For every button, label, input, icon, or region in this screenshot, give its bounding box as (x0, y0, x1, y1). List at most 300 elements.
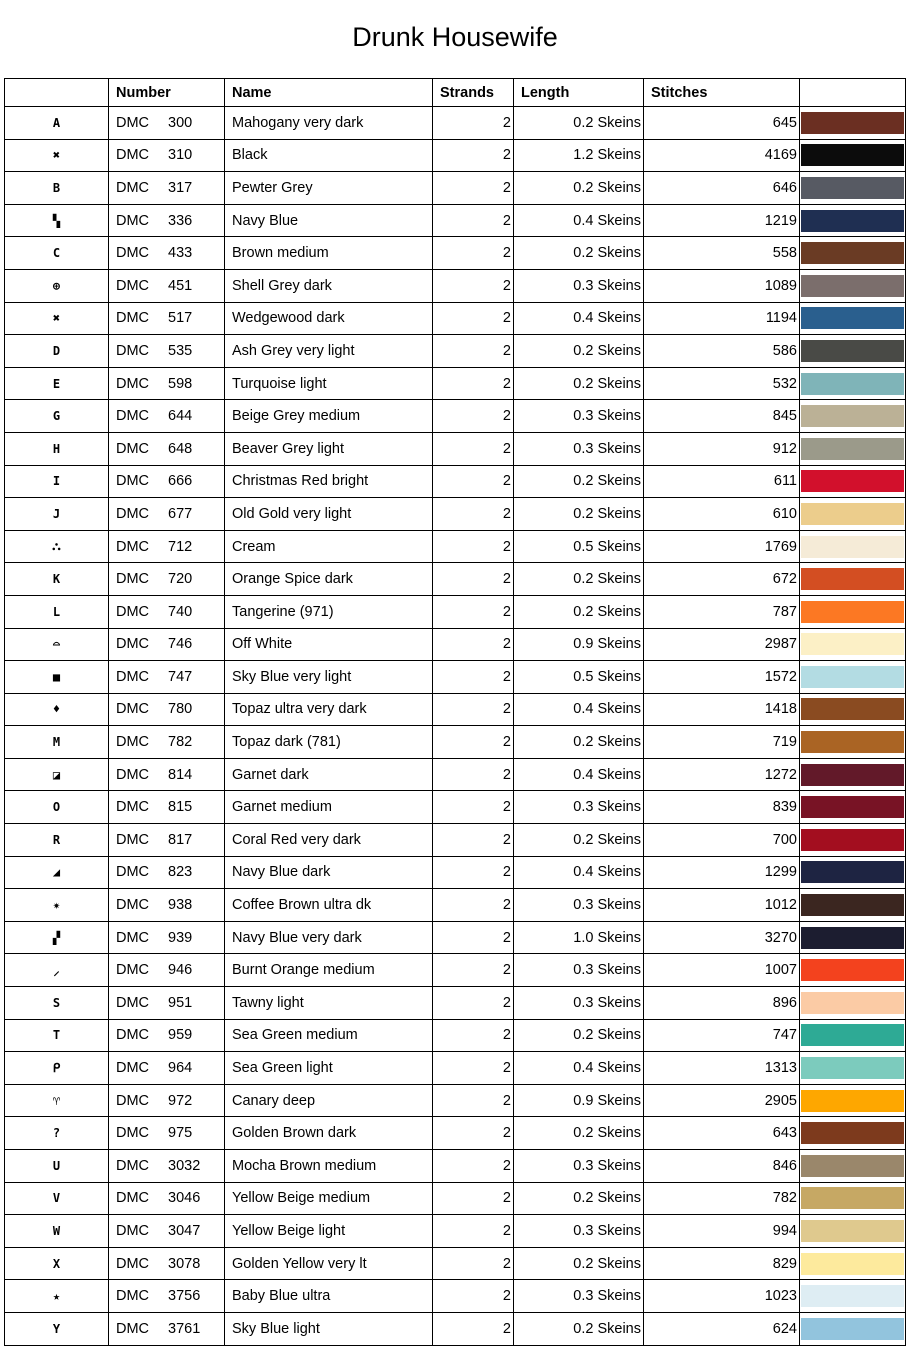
length-cell: 0.4 Skeins (514, 1052, 644, 1085)
length-cell: 0.2 Skeins (514, 1117, 644, 1150)
stitches-cell: 845 (644, 400, 800, 433)
symbol-cell (5, 465, 109, 498)
thread-code: 336 (168, 212, 193, 229)
stitch-symbol: ✖ (52, 148, 61, 163)
color-swatch (801, 1253, 904, 1275)
color-cell (800, 954, 906, 987)
thread-table (4, 78, 906, 1346)
thread-code: 720 (168, 571, 193, 588)
color-swatch (801, 1090, 904, 1112)
thread-name: Topaz dark (781) (225, 726, 433, 759)
stitches-cell: 3270 (644, 921, 800, 954)
color-swatch (801, 536, 904, 558)
strands-cell: 2 (433, 1084, 514, 1117)
manufacturer: DMC (116, 1255, 150, 1272)
color-cell (800, 237, 906, 270)
thread-name: Navy Blue very dark (225, 921, 433, 954)
table-row (5, 693, 906, 726)
strands-cell: 2 (433, 400, 514, 433)
length-cell: 0.2 Skeins (514, 465, 644, 498)
thread-name: Orange Spice dark (225, 563, 433, 596)
thread-name: Yellow Beige medium (225, 1182, 433, 1215)
number-cell (109, 1182, 225, 1215)
table-row (5, 1084, 906, 1117)
length-cell: 0.2 Skeins (514, 1182, 644, 1215)
thread-name: Mahogany very dark (225, 107, 433, 140)
color-cell (800, 1150, 906, 1183)
length-cell: 0.2 Skeins (514, 595, 644, 628)
symbol-cell (5, 107, 109, 140)
stitch-symbol: ■ (52, 669, 61, 684)
stitches-cell: 610 (644, 498, 800, 531)
symbol-cell (5, 1247, 109, 1280)
length-cell: 0.2 Skeins (514, 172, 644, 205)
length-cell: 0.3 Skeins (514, 269, 644, 302)
stitches-cell: 2905 (644, 1084, 800, 1117)
table-row (5, 302, 906, 335)
thread-name: Black (225, 139, 433, 172)
color-swatch (801, 927, 904, 949)
table-row (5, 954, 906, 987)
manufacturer: DMC (116, 571, 150, 588)
stitches-cell: 839 (644, 791, 800, 824)
color-swatch (801, 340, 904, 362)
symbol-cell (5, 1182, 109, 1215)
length-cell: 0.4 Skeins (514, 204, 644, 237)
thread-name: Yellow Beige light (225, 1215, 433, 1248)
stitch-symbol: B (52, 180, 61, 195)
thread-code: 451 (168, 277, 193, 294)
thread-name: Coffee Brown ultra dk (225, 889, 433, 922)
thread-code: 951 (168, 994, 193, 1011)
stitch-symbol: Y (52, 1321, 61, 1336)
stitches-cell: 1769 (644, 530, 800, 563)
color-cell (800, 400, 906, 433)
color-cell (800, 1182, 906, 1215)
symbol-cell (5, 1117, 109, 1150)
strands-cell: 2 (433, 335, 514, 368)
table-row (5, 335, 906, 368)
strands-cell: 2 (433, 824, 514, 857)
thread-code: 780 (168, 701, 193, 718)
header-strands: Strands (433, 79, 514, 107)
symbol-cell (5, 1019, 109, 1052)
length-cell: 1.0 Skeins (514, 921, 644, 954)
length-cell: 0.3 Skeins (514, 954, 644, 987)
symbol-cell (5, 139, 109, 172)
symbol-cell (5, 563, 109, 596)
stitches-cell: 646 (644, 172, 800, 205)
thread-code: 939 (168, 929, 193, 946)
color-cell (800, 693, 906, 726)
number-cell (109, 1084, 225, 1117)
stitches-cell: 2987 (644, 628, 800, 661)
length-cell: 0.3 Skeins (514, 400, 644, 433)
manufacturer: DMC (116, 212, 150, 229)
color-swatch (801, 764, 904, 786)
stitch-symbol: X (52, 1256, 61, 1271)
stitch-symbol: ▞ (52, 930, 61, 945)
symbol-cell (5, 172, 109, 205)
symbol-cell (5, 661, 109, 694)
color-cell (800, 1247, 906, 1280)
color-cell (800, 465, 906, 498)
manufacturer: DMC (116, 734, 150, 751)
strands-cell: 2 (433, 628, 514, 661)
color-cell (800, 530, 906, 563)
length-cell: 0.5 Skeins (514, 661, 644, 694)
thread-name: Navy Blue dark (225, 856, 433, 889)
color-cell (800, 139, 906, 172)
color-swatch (801, 1318, 904, 1340)
symbol-cell (5, 400, 109, 433)
length-cell: 0.3 Skeins (514, 987, 644, 1020)
table-row (5, 1052, 906, 1085)
table-row (5, 107, 906, 140)
color-swatch (801, 1122, 904, 1144)
manufacturer: DMC (116, 1288, 150, 1305)
stitch-symbol: J (52, 506, 61, 521)
length-cell: 0.5 Skeins (514, 530, 644, 563)
thread-code: 3756 (168, 1288, 201, 1305)
thread-name: Canary deep (225, 1084, 433, 1117)
color-swatch (801, 144, 904, 166)
table-row (5, 1312, 906, 1345)
thread-code: 598 (168, 375, 193, 392)
thread-name: Sky Blue very light (225, 661, 433, 694)
stitches-cell: 994 (644, 1215, 800, 1248)
thread-code: 666 (168, 473, 193, 490)
length-cell: 0.2 Skeins (514, 367, 644, 400)
strands-cell: 2 (433, 498, 514, 531)
color-swatch (801, 242, 904, 264)
color-cell (800, 107, 906, 140)
color-cell (800, 1019, 906, 1052)
color-swatch (801, 992, 904, 1014)
number-cell (109, 498, 225, 531)
strands-cell: 2 (433, 1247, 514, 1280)
strands-cell: 2 (433, 139, 514, 172)
thread-name: Tawny light (225, 987, 433, 1020)
stitch-symbol: V (52, 1191, 61, 1206)
thread-code: 3078 (168, 1255, 201, 1272)
strands-cell: 2 (433, 1052, 514, 1085)
thread-code: 677 (168, 505, 193, 522)
number-cell (109, 107, 225, 140)
color-swatch (801, 601, 904, 623)
table-row (5, 530, 906, 563)
table-row (5, 856, 906, 889)
color-swatch (801, 112, 904, 134)
symbol-cell (5, 628, 109, 661)
number-cell (109, 172, 225, 205)
color-cell (800, 335, 906, 368)
stitches-cell: 1012 (644, 889, 800, 922)
stitch-symbol: ⛬ (52, 539, 61, 554)
stitch-symbol: ◪ (52, 767, 61, 782)
number-cell (109, 595, 225, 628)
manufacturer: DMC (116, 538, 150, 555)
stitch-symbol: A (52, 115, 61, 130)
length-cell: 0.4 Skeins (514, 693, 644, 726)
table-row (5, 1117, 906, 1150)
color-swatch (801, 373, 904, 395)
symbol-cell (5, 824, 109, 857)
table-row (5, 563, 906, 596)
thread-name: Pewter Grey (225, 172, 433, 205)
thread-name: Beige Grey medium (225, 400, 433, 433)
length-cell: 0.2 Skeins (514, 237, 644, 270)
manufacturer: DMC (116, 831, 150, 848)
thread-code: 644 (168, 408, 193, 425)
number-cell (109, 139, 225, 172)
strands-cell: 2 (433, 1117, 514, 1150)
strands-cell: 2 (433, 1312, 514, 1345)
manufacturer: DMC (116, 701, 150, 718)
length-cell: 0.2 Skeins (514, 1019, 644, 1052)
table-row (5, 661, 906, 694)
length-cell: 0.2 Skeins (514, 726, 644, 759)
length-cell: 0.9 Skeins (514, 1084, 644, 1117)
thread-name: Ash Grey very light (225, 335, 433, 368)
color-swatch (801, 1220, 904, 1242)
table-row (5, 204, 906, 237)
number-cell (109, 921, 225, 954)
length-cell: 0.2 Skeins (514, 563, 644, 596)
manufacturer: DMC (116, 1190, 150, 1207)
table-row (5, 791, 906, 824)
table-row (5, 595, 906, 628)
color-cell (800, 661, 906, 694)
stitch-symbol: S (52, 995, 61, 1010)
length-cell: 0.3 Skeins (514, 1150, 644, 1183)
color-swatch (801, 210, 904, 232)
thread-name: Cream (225, 530, 433, 563)
thread-code: 959 (168, 1027, 193, 1044)
stitches-cell: 1089 (644, 269, 800, 302)
strands-cell: 2 (433, 107, 514, 140)
number-cell (109, 367, 225, 400)
stitches-cell: 1272 (644, 758, 800, 791)
strands-cell: 2 (433, 758, 514, 791)
strands-cell: 2 (433, 172, 514, 205)
table-row (5, 465, 906, 498)
page-title: Drunk Housewife (352, 22, 558, 52)
thread-name: Golden Yellow very lt (225, 1247, 433, 1280)
symbol-cell (5, 1150, 109, 1183)
color-cell (800, 856, 906, 889)
thread-code: 433 (168, 245, 193, 262)
color-swatch (801, 1187, 904, 1209)
color-swatch (801, 829, 904, 851)
thread-code: 3046 (168, 1190, 201, 1207)
thread-code: 517 (168, 310, 193, 327)
stitches-cell: 1194 (644, 302, 800, 335)
color-cell (800, 758, 906, 791)
strands-cell: 2 (433, 726, 514, 759)
manufacturer: DMC (116, 505, 150, 522)
thread-name: Wedgewood dark (225, 302, 433, 335)
stitch-symbol: ♦ (52, 702, 61, 717)
stitches-cell: 645 (644, 107, 800, 140)
manufacturer: DMC (116, 310, 150, 327)
table-row (5, 987, 906, 1020)
number-cell (109, 204, 225, 237)
color-cell (800, 987, 906, 1020)
length-cell: 0.3 Skeins (514, 791, 644, 824)
stitches-cell: 611 (644, 465, 800, 498)
manufacturer: DMC (116, 636, 150, 653)
stitch-symbol: ✷ (52, 898, 61, 913)
strands-cell: 2 (433, 987, 514, 1020)
stitches-cell: 1418 (644, 693, 800, 726)
thread-name: Mocha Brown medium (225, 1150, 433, 1183)
color-swatch (801, 470, 904, 492)
number-cell (109, 987, 225, 1020)
stitches-cell: 4169 (644, 139, 800, 172)
manufacturer: DMC (116, 114, 150, 131)
symbol-cell (5, 269, 109, 302)
number-cell (109, 1117, 225, 1150)
number-cell (109, 1019, 225, 1052)
strands-cell: 2 (433, 1182, 514, 1215)
thread-name: Burnt Orange medium (225, 954, 433, 987)
strands-cell: 2 (433, 1280, 514, 1313)
number-cell (109, 1215, 225, 1248)
thread-code: 964 (168, 1060, 193, 1077)
table-row (5, 1019, 906, 1052)
stitches-cell: 1023 (644, 1280, 800, 1313)
color-cell (800, 302, 906, 335)
color-swatch (801, 438, 904, 460)
length-cell: 0.2 Skeins (514, 1312, 644, 1345)
stitch-symbol: ✖ (52, 311, 61, 326)
number-cell (109, 335, 225, 368)
manufacturer: DMC (116, 1060, 150, 1077)
strands-cell: 2 (433, 465, 514, 498)
symbol-cell (5, 530, 109, 563)
thread-name: Garnet medium (225, 791, 433, 824)
strands-cell: 2 (433, 661, 514, 694)
length-cell: 0.2 Skeins (514, 824, 644, 857)
strands-cell: 2 (433, 367, 514, 400)
thread-name: Sea Green light (225, 1052, 433, 1085)
thread-code: 975 (168, 1125, 193, 1142)
color-cell (800, 726, 906, 759)
strands-cell: 2 (433, 1019, 514, 1052)
manufacturer: DMC (116, 864, 150, 881)
thread-code: 814 (168, 766, 193, 783)
stitches-cell: 1313 (644, 1052, 800, 1085)
table-row (5, 889, 906, 922)
stitch-symbol: O (52, 800, 61, 815)
manufacturer: DMC (116, 245, 150, 262)
symbol-cell (5, 1280, 109, 1313)
thread-code: 817 (168, 831, 193, 848)
length-cell: 0.4 Skeins (514, 758, 644, 791)
manufacturer: DMC (116, 603, 150, 620)
thread-code: 317 (168, 179, 193, 196)
table-row (5, 237, 906, 270)
stitch-symbol: H (52, 441, 61, 456)
stitch-symbol: U (52, 1158, 61, 1173)
thread-code: 300 (168, 114, 193, 131)
thread-name: Topaz ultra very dark (225, 693, 433, 726)
thread-code: 3032 (168, 1157, 201, 1174)
table-row (5, 758, 906, 791)
strands-cell: 2 (433, 563, 514, 596)
stitch-symbol: ⸝ (53, 963, 60, 978)
table-row (5, 498, 906, 531)
color-swatch (801, 503, 904, 525)
thread-name: Turquoise light (225, 367, 433, 400)
color-swatch (801, 959, 904, 981)
number-cell (109, 824, 225, 857)
number-cell (109, 302, 225, 335)
symbol-cell (5, 693, 109, 726)
length-cell: 0.2 Skeins (514, 1247, 644, 1280)
color-cell (800, 367, 906, 400)
color-cell (800, 595, 906, 628)
length-cell: 0.3 Skeins (514, 432, 644, 465)
manufacturer: DMC (116, 1157, 150, 1174)
thread-code: 815 (168, 799, 193, 816)
color-cell (800, 204, 906, 237)
table-row (5, 367, 906, 400)
stitches-cell: 912 (644, 432, 800, 465)
manufacturer: DMC (116, 668, 150, 685)
thread-name: Off White (225, 628, 433, 661)
stitches-cell: 896 (644, 987, 800, 1020)
stitch-symbol: T (52, 1028, 61, 1043)
number-cell (109, 465, 225, 498)
stitches-cell: 532 (644, 367, 800, 400)
color-cell (800, 269, 906, 302)
thread-name: Navy Blue (225, 204, 433, 237)
table-row (5, 172, 906, 205)
number-cell (109, 530, 225, 563)
length-cell: 0.2 Skeins (514, 107, 644, 140)
stitch-symbol: R (52, 832, 61, 847)
manufacturer: DMC (116, 473, 150, 490)
symbol-cell (5, 758, 109, 791)
header-name: Name (225, 79, 433, 107)
thread-name: Baby Blue ultra (225, 1280, 433, 1313)
color-swatch (801, 894, 904, 916)
color-cell (800, 628, 906, 661)
number-cell (109, 269, 225, 302)
manufacturer: DMC (116, 1320, 150, 1337)
header-length: Length (514, 79, 644, 107)
stitches-cell: 846 (644, 1150, 800, 1183)
number-cell (109, 628, 225, 661)
strands-cell: 2 (433, 595, 514, 628)
length-cell: 0.3 Skeins (514, 1215, 644, 1248)
stitches-cell: 672 (644, 563, 800, 596)
color-cell (800, 563, 906, 596)
strands-cell: 2 (433, 204, 514, 237)
thread-name: Christmas Red bright (225, 465, 433, 498)
thread-code: 535 (168, 342, 193, 359)
symbol-cell (5, 367, 109, 400)
number-cell (109, 726, 225, 759)
strands-cell: 2 (433, 921, 514, 954)
stitches-cell: 1007 (644, 954, 800, 987)
number-cell (109, 563, 225, 596)
table-row (5, 1182, 906, 1215)
color-cell (800, 791, 906, 824)
header-stitches: Stitches (644, 79, 800, 107)
